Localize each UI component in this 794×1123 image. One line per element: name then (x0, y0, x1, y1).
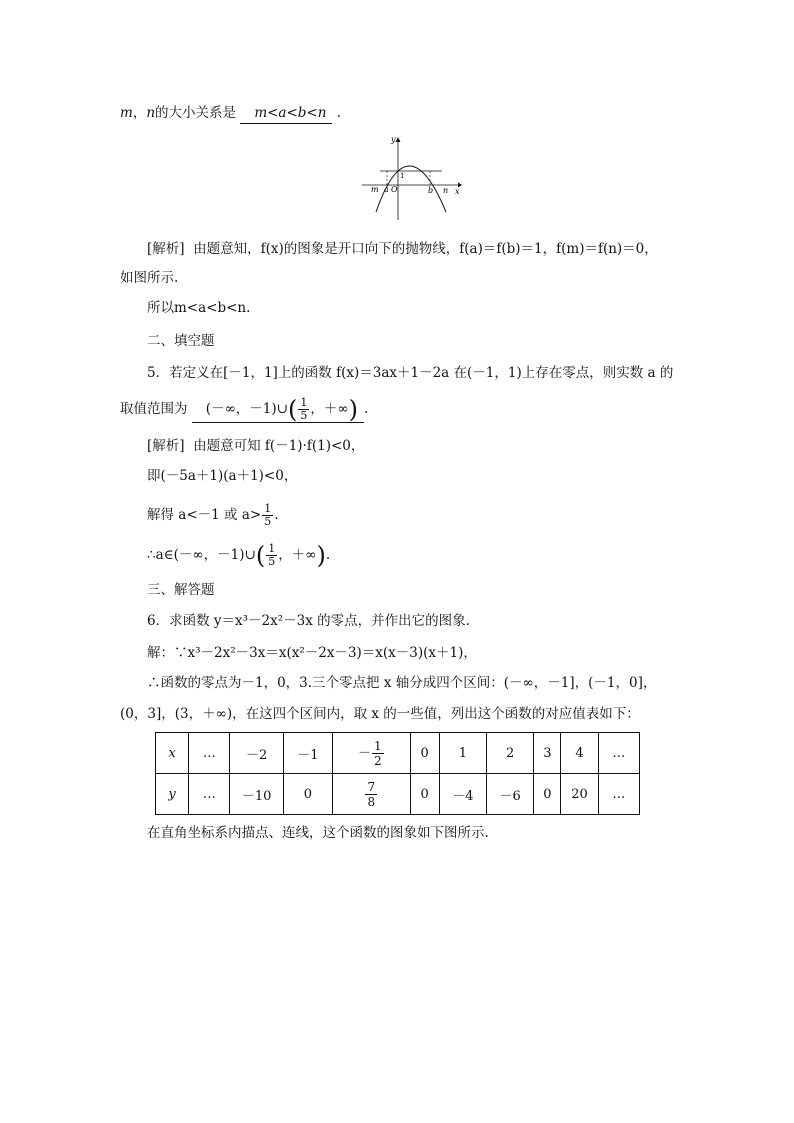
label-one: 1 (400, 172, 405, 180)
frac-num: 1 (264, 502, 272, 515)
section-title-solve: 三、解答题 (147, 582, 215, 598)
paren-close: ) (316, 541, 326, 570)
frac-den: 5 (268, 555, 276, 568)
table-cell: 0 (534, 774, 561, 815)
analysis-tag: [解析] (147, 438, 185, 454)
cell-text: y (168, 786, 176, 802)
paren-open: ( (287, 395, 298, 424)
table-cell: －2 (230, 733, 283, 774)
analysis4-text: 由题意知，f(x)的图象是开口向下的抛物线，f(a)＝f(b)＝1，f(m)＝f(n)＝0， (193, 241, 658, 257)
table-cell: … (598, 733, 639, 774)
table-cell: 0 (410, 774, 439, 815)
table-cell (156, 774, 189, 815)
table-cell (333, 733, 410, 774)
table-cell (333, 774, 410, 815)
q6-sol2: ∴函数的零点为－1，0，3.三个零点把 x 轴分成四个区间：(－∞，－1]，(－1，0]， (147, 675, 657, 691)
step2-text: 解得 a<－1 或 a> (147, 507, 262, 523)
q6-sol1: 解：∵x³－2x²－3x＝x(x²－2x－3)＝x(x－3)(x＋1)， (147, 645, 477, 661)
frac-sign: － (357, 745, 371, 761)
label-origin: O (391, 185, 398, 194)
label-m: m (371, 185, 379, 194)
parabola-figure (358, 132, 464, 222)
table-cell: －10 (230, 774, 283, 815)
table-cell: … (598, 774, 639, 815)
frac-den: 5 (300, 409, 308, 422)
fraction (372, 739, 384, 768)
q4-answer-line (120, 103, 341, 124)
q5-end: . (363, 401, 369, 417)
table-cell: －1 (283, 733, 332, 774)
analysis5-step3 (147, 543, 330, 568)
q6-sol3: (0，3]，(3，＋∞)，在这四个区间内，取 x 的一些值，列出这个函数的对应值表如下： (120, 706, 640, 722)
frac-den: 2 (374, 753, 382, 768)
section-title-fill-in: 二、填空题 (147, 333, 215, 349)
table-cell: 4 (561, 733, 598, 774)
fraction (262, 503, 273, 528)
q5-answer-b: ，＋∞ (310, 401, 349, 417)
label-a: a (384, 185, 389, 194)
label-x: x (455, 187, 460, 196)
q6-after: 在直角坐标系内描点、连线，这个函数的图象如下图所示. (147, 825, 489, 841)
table-cell: 3 (534, 733, 561, 774)
analysis5-step1: 即(－5a＋1)(a＋1)<0， (147, 468, 298, 484)
table-cell: 1 (439, 733, 486, 774)
frac-den: 5 (264, 515, 272, 528)
step3-b: ，＋∞ (278, 547, 317, 563)
analysis-tag: [解析] (147, 241, 185, 257)
table-cell: … (189, 774, 230, 815)
label-n: n (443, 186, 449, 195)
table-cell: 0 (410, 733, 439, 774)
analysis4-line1 (147, 239, 658, 259)
frac-num: 7 (367, 779, 376, 794)
sep: ， (132, 105, 147, 121)
label-y: y (391, 135, 396, 144)
q5-text2: 取值范围为 (120, 401, 188, 417)
table-cell: －4 (439, 774, 486, 815)
q4-end: . (336, 105, 342, 121)
table-row-x (156, 733, 640, 774)
fraction (298, 397, 309, 422)
q5-answer-blank (192, 397, 364, 423)
step2-end: . (274, 507, 279, 523)
var-m: m (120, 105, 133, 121)
frac-num: 1 (300, 396, 308, 409)
q5-line1: 5．若定义在[－1，1]上的函数 f(x)＝3ax＋1－2a 在(－1，1)上存在零点，则实数 a 的 (147, 365, 674, 381)
label-b: b (428, 186, 434, 195)
frac-den: 8 (367, 794, 376, 809)
table-cell: －6 (487, 774, 534, 815)
fraction (266, 543, 277, 568)
table-cell: 20 (561, 774, 598, 815)
value-table (155, 732, 640, 815)
table-cell: 2 (487, 733, 534, 774)
analysis5-text: 由题意可知 f(－1)·f(1)<0， (193, 438, 365, 454)
paren-open: ( (255, 541, 266, 570)
paren-close: ) (348, 395, 358, 424)
y-axis-arrow (396, 137, 401, 142)
var-n: n (146, 105, 156, 121)
frac-num: 1 (374, 738, 382, 753)
step3-end: . (325, 547, 331, 563)
fraction (365, 780, 377, 809)
analysis4-conclusion: 所以m<a<b<n. (147, 300, 251, 316)
q5-line2 (120, 397, 368, 423)
step3-text: ∴a∈(－∞，－1)∪ (147, 547, 256, 563)
table-cell: … (189, 733, 230, 774)
analysis5-line1 (147, 436, 364, 456)
table-cell (156, 733, 189, 774)
cell-text: x (168, 745, 176, 761)
q4-answer: m<a<b<n (254, 105, 327, 121)
table-cell: 0 (283, 774, 332, 815)
frac-num: 1 (268, 542, 276, 555)
q4-answer-blank (240, 103, 332, 124)
q6-line1: 6．求函数 y＝x³－2x²－3x 的零点，并作出它的图象. (147, 613, 470, 629)
table-row-y (156, 774, 640, 815)
q4-prefix: 的大小关系是 (155, 105, 237, 121)
q5-answer-a: (－∞，－1)∪ (205, 401, 288, 417)
analysis4-line2: 如图所示. (120, 270, 179, 286)
analysis5-step2 (147, 503, 278, 528)
